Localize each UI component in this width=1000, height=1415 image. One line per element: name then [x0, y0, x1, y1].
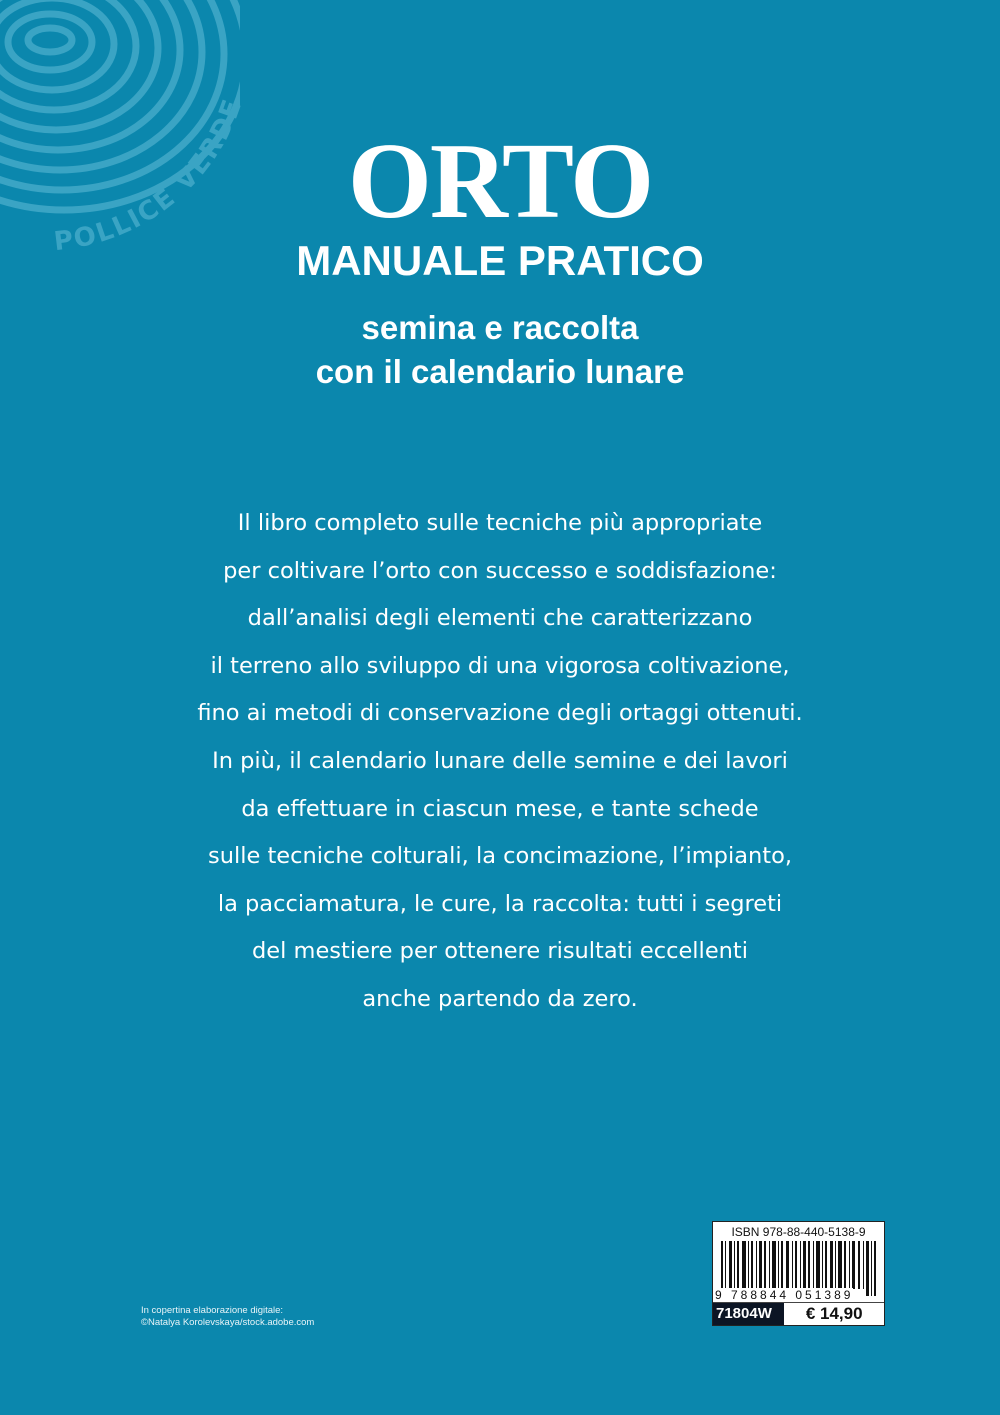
credit-line: ©Natalya Korolevskaya/stock.adobe.com [141, 1317, 315, 1328]
credit-line: In copertina elaborazione digitale: [141, 1305, 284, 1316]
blurb-line: sulle tecniche colturali, la concimazione, l’impianto, [207, 843, 792, 870]
barcode-digits: 9 788844 051389 [715, 1288, 854, 1302]
blurb-line: da effettuare in ciascun mese, e tante schede [241, 795, 759, 822]
blurb-line: del mestiere per ottenere risultati eccellenti [252, 938, 748, 965]
blurb-line: Il libro completo sulle tecniche più appropriate [237, 510, 763, 536]
isbn-text: ISBN 978-88-440-5138-9 [731, 1225, 866, 1239]
blurb-line: dall’analisi degli elementi che caratterizzano [247, 605, 753, 632]
book-subtitle: MANUALE PRATICO [296, 237, 704, 284]
blurb-line: fino ai metodi di conservazione degli ortaggi ottenuti. [197, 700, 803, 727]
blurb-line: per coltivare l’orto con successo e soddisfazione: [223, 557, 777, 584]
blurb-line: la pacciamatura, le cure, la raccolta: tutti i segreti [217, 890, 783, 917]
blurb-line: il terreno allo sviluppo di una vigorosa coltivazione, [210, 652, 790, 679]
tagline-line: con il calendario lunare [315, 353, 685, 390]
product-code: 71804W [713, 1303, 784, 1325]
book-title: ORTO [347, 122, 653, 241]
blurb-line: In più, il calendario lunare delle semine e dei lavori [212, 747, 788, 774]
price-row [713, 1302, 884, 1325]
svg-text:POLLICE VERDE: POLLICE VERDE [52, 94, 249, 258]
barcode-box [712, 1221, 885, 1326]
price-label: € 14,90 [805, 1304, 863, 1323]
book-tagline [0, 306, 1000, 394]
cover-credit [141, 1305, 314, 1329]
back-cover-blurb [0, 500, 1000, 1024]
tagline-line: semina e raccolta [361, 309, 639, 346]
blurb-line: anche partendo da zero. [362, 985, 638, 1012]
